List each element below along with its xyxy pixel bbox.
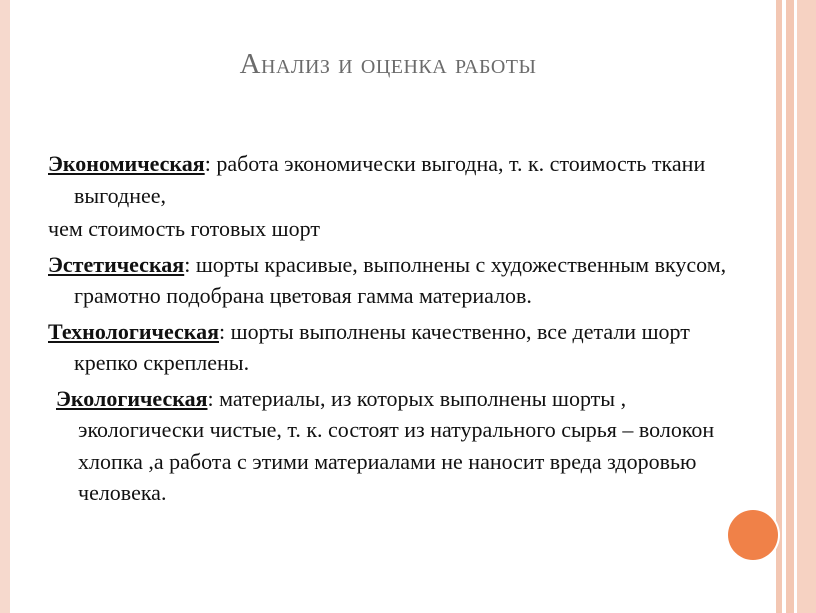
left-decorative-stripe	[0, 0, 10, 613]
paragraph-text: работа экономически выгодна, т. к. стоимость ткани выгоднее,	[74, 151, 706, 208]
paragraph-text: шорты красивые, выполнены с художественным вкусом, грамотно подобрана цветовая гамма материалов.	[74, 251, 727, 308]
slide-body	[48, 148, 728, 509]
term-separator: :	[184, 251, 191, 277]
term-separator: :	[204, 151, 211, 176]
term-technological: Технологическая	[48, 318, 220, 344]
term-ecological: Экологическая	[56, 385, 208, 411]
term-separator: :	[207, 385, 214, 411]
paragraph-text: шорты выполнены качественно, все детали шорт крепко скреплены.	[74, 318, 690, 375]
right-border-stripe	[786, 0, 794, 613]
term-economic: Экономическая	[48, 151, 205, 176]
paragraph-ecological	[48, 383, 728, 509]
slide-title: Анализ и оценка работы	[239, 48, 537, 80]
paragraph-text: чем стоимость готовых шорт	[48, 216, 320, 241]
paragraph-technological	[48, 316, 728, 379]
decorative-circle	[728, 510, 778, 560]
paragraph-economic-cont	[48, 213, 728, 245]
term-aesthetic: Эстетическая	[48, 251, 185, 277]
right-border-stripe	[776, 0, 782, 613]
paragraph-aesthetic	[48, 249, 728, 312]
paragraph-economic	[48, 148, 728, 211]
term-separator: :	[219, 318, 226, 344]
right-border-stripe	[797, 0, 816, 613]
paragraph-text: материалы, из которых выполнены шорты , экологически чистые, т. к. состоят из натурального сырья – волокон хлопка ,а работа с этими материалами не наносит вреда здоровью человека.	[78, 385, 715, 505]
